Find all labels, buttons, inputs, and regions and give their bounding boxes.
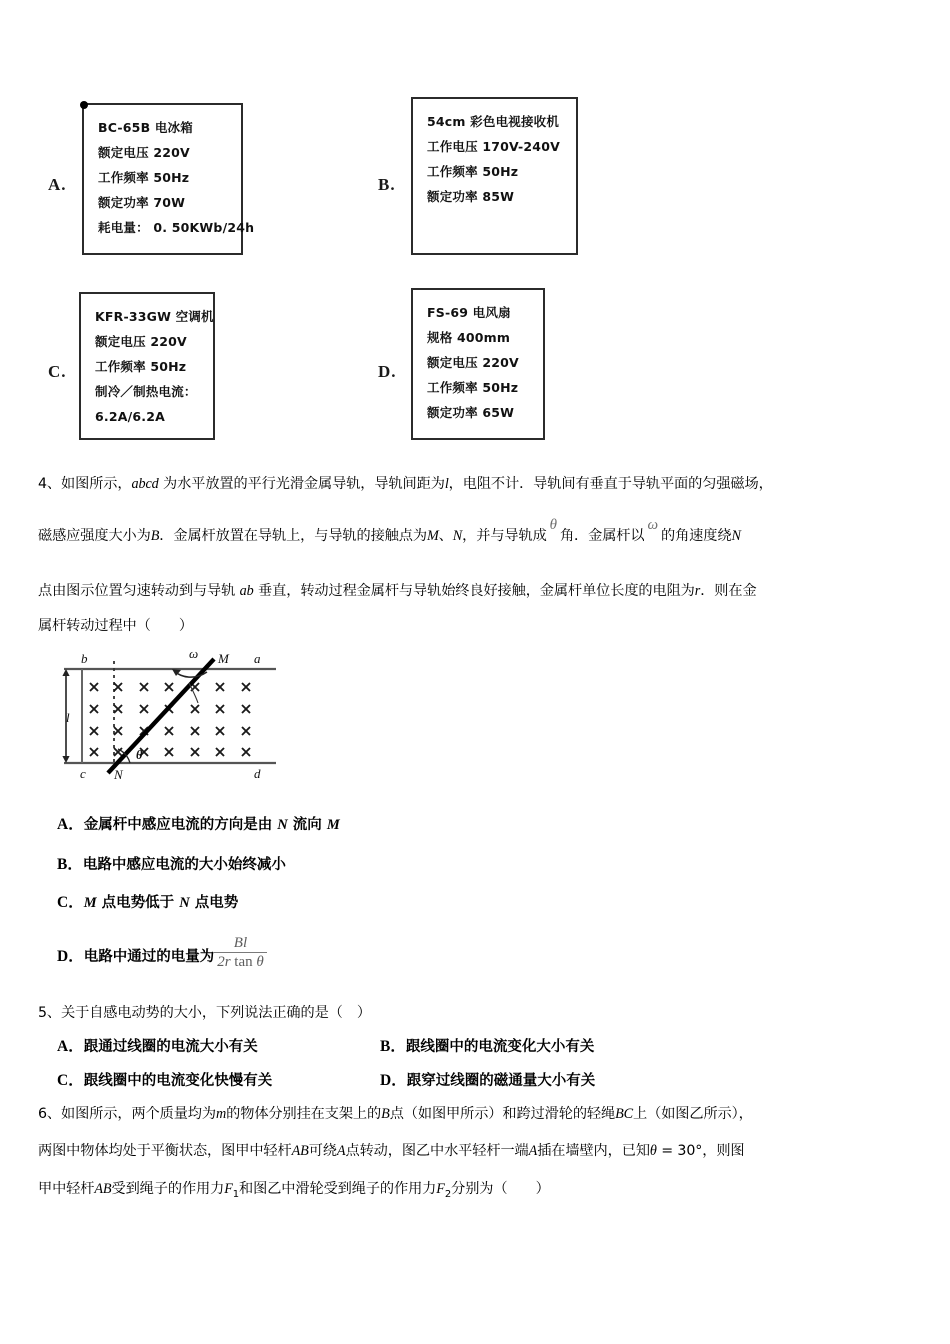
q5-choice-c[interactable] — [57, 1068, 272, 1090]
q6-l2-theta: θ — [649, 1143, 657, 1159]
q4-l2-part1: 磁感应强度大小为 — [38, 528, 151, 544]
q5-choice-c-letter: C． — [57, 1072, 84, 1089]
q6-l2-p3: 点转动，图乙中水平轻杆一端 — [345, 1143, 529, 1159]
q4-choice-a[interactable] — [57, 812, 340, 834]
q4-choice-d-letter: D． — [57, 948, 84, 966]
q4-l2-M: M — [426, 528, 439, 544]
spec-line: BC-65B 电冰箱 — [98, 120, 193, 135]
figure-label-a: a — [254, 651, 261, 666]
q4-choice-c-var2: N — [179, 895, 190, 911]
q4-l3-ab: ab — [239, 583, 254, 599]
q6-l2-A2: A — [528, 1143, 538, 1159]
q6-l3-p1: 甲中轻杆 — [38, 1181, 95, 1197]
q6-l1-B: B — [381, 1106, 390, 1122]
spec-line: 工作频率 50Hz — [95, 359, 187, 374]
q4-choice-c[interactable] — [57, 890, 238, 912]
option-d-letter: D. — [378, 362, 397, 381]
corner-dot-icon — [80, 101, 88, 109]
spec-line: FS-69 电风扇 — [427, 305, 511, 320]
fraction-numerator: Bl — [233, 935, 248, 951]
question4-line1 — [38, 473, 773, 493]
q6-l1-p1: 6、如图所示，两个质量均为 — [38, 1106, 216, 1122]
q6-l3-AB: AB — [94, 1181, 112, 1197]
spec-line: 额定功率 65W — [427, 405, 515, 420]
option-b-letter: B. — [378, 175, 396, 194]
q6-l3-p2: 受到绳子的作用力 — [111, 1181, 225, 1197]
question6-line2 — [38, 1140, 745, 1160]
q4-l2-B: B — [150, 528, 160, 544]
charge-formula-fraction — [214, 935, 267, 972]
q4-choice-c-letter: C． — [57, 894, 84, 911]
refrigerator-spec-list — [98, 115, 255, 240]
refrigerator-label-box — [82, 103, 255, 255]
q4-choice-b-letter: B． — [57, 856, 83, 873]
spec-line: 工作频率 50Hz — [98, 170, 190, 185]
q6-l3-p4: 分别为（ ） — [451, 1181, 550, 1197]
question6-line3 — [38, 1178, 550, 1200]
q6-l3-F1-sub: 1 — [232, 1188, 240, 1200]
q4-choice-a-text1: 金属杆中感应电流的方向是由 — [83, 817, 278, 833]
spec-line: 额定电压 220V — [98, 145, 190, 160]
q4-l2-theta: θ — [549, 517, 557, 533]
q4-l2-omega: ω — [647, 517, 658, 533]
q6-l3-p3: 和图乙中滑轮受到绳子的作用力 — [239, 1181, 437, 1197]
q4-choice-b-text: 电路中感应电流的大小始终减小 — [82, 857, 286, 873]
q4-l1-part1: 4、如图所示， — [38, 476, 132, 492]
q4-l2-N2: N — [731, 528, 741, 544]
q5-choice-b-text: 跟线圈中的电流变化大小有关 — [405, 1039, 595, 1055]
q6-l3-F2: F — [436, 1181, 445, 1197]
rail-magnetic-field-figure — [52, 645, 292, 785]
air-conditioner-label-box — [79, 292, 215, 440]
q4-choice-b[interactable] — [57, 852, 286, 874]
den-tan: tan — [230, 954, 257, 970]
q5-choice-d-letter: D． — [380, 1072, 407, 1089]
q4-l1-part3: ，电阻不计．导轨间有垂直于导轨平面的匀强磁场， — [448, 476, 773, 492]
q6-l3-F2-sub: 2 — [444, 1188, 452, 1200]
question6-line1 — [38, 1103, 753, 1123]
spec-line: 6.2A/6.2A — [95, 409, 166, 424]
q4-l3-r: r — [694, 583, 701, 599]
q6-l2-AB: AB — [291, 1143, 309, 1159]
spec-line: 额定电压 220V — [427, 355, 519, 370]
q4-choice-d[interactable] — [57, 935, 267, 975]
q5-choice-b-letter: B． — [380, 1038, 406, 1055]
question5-stem: 5、关于自感电动势的大小，下列说法正确的是（ ） — [38, 1005, 371, 1021]
spec-line: 工作频率 50Hz — [427, 380, 519, 395]
q6-l2-p5: ，则图 — [702, 1143, 745, 1159]
q4-choice-a-var1: N — [277, 817, 288, 833]
q4-l2-part3: 、 — [438, 528, 453, 544]
q4-choice-a-var2: M — [326, 817, 340, 833]
q4-choice-c-var1: M — [83, 895, 97, 911]
spec-line: 工作电压 170V-240V — [427, 139, 560, 154]
television-spec-list — [427, 109, 570, 209]
q4-choice-c-text2: 点电势 — [189, 895, 239, 911]
spec-line: 制冷／制热电流： — [95, 384, 197, 399]
q6-l2-p2: 可绕 — [308, 1143, 337, 1159]
q5-choice-b[interactable] — [380, 1034, 594, 1056]
spec-line: 54cm 彩色电视接收机 — [427, 114, 560, 129]
option-c-letter: C. — [48, 362, 67, 381]
air-conditioner-spec-list — [95, 304, 214, 429]
spec-line: 工作频率 50Hz — [427, 164, 519, 179]
q6-l2-A: A — [336, 1143, 346, 1159]
spec-line: 额定电压 220V — [95, 334, 187, 349]
q4-l1-abcd: abcd — [131, 476, 159, 492]
q6-l1-m: m — [215, 1106, 227, 1122]
q6-l1-BC: BC — [615, 1106, 634, 1122]
television-label-box — [411, 97, 578, 255]
figure-label-d: d — [254, 766, 261, 781]
q6-l2-p1: 两图中物体均处于平衡状态，图甲中轻杆 — [38, 1143, 292, 1159]
question4-line3 — [38, 580, 757, 600]
q5-choice-c-text: 跟线圈中的电流变化快慢有关 — [83, 1073, 273, 1089]
figure-label-omega: ω — [189, 646, 199, 661]
electric-fan-spec-list — [427, 300, 537, 425]
q4-l2-part5: 角．金属杆以 — [559, 528, 645, 544]
den-theta: θ — [256, 954, 264, 970]
question4-line4: 属杆转动过程中（ ） — [38, 618, 193, 634]
q4-l1-part2: 为水平放置的平行光滑金属导轨，导轨间距为 — [158, 476, 445, 492]
den-2r: 2r — [217, 954, 231, 970]
q4-l2-part4: ，并与导轨成 — [462, 528, 547, 544]
spec-line: 额定功率 85W — [427, 189, 515, 204]
spec-line: 规格 400mm — [427, 330, 511, 345]
q6-l3-F1: F — [224, 1181, 233, 1197]
spec-line: 耗电量： 0. 50KWb/24h — [98, 220, 255, 235]
electric-fan-label-box — [411, 288, 545, 440]
figure-label-c: c — [80, 766, 86, 781]
q4-choice-a-letter: A． — [57, 816, 84, 833]
q4-l1-l: l — [444, 476, 449, 492]
q6-l1-p3: 点（如图甲所示）和跨过滑轮的轻绳 — [389, 1106, 616, 1122]
q5-choice-a-letter: A． — [57, 1038, 84, 1055]
q4-l3-part3: ．则在金 — [700, 583, 757, 599]
q4-l2-part2: ．金属杆放置在导轨上，与导轨的接触点为 — [159, 528, 427, 544]
figure-label-b: b — [81, 651, 88, 666]
figure-label-M: M — [218, 651, 229, 666]
q5-choice-d[interactable] — [380, 1068, 595, 1090]
figure-label-N: N — [114, 767, 123, 782]
figure-label-theta: θ — [136, 748, 143, 762]
q6-l1-p2: 的物体分别挂在支架上的 — [226, 1106, 382, 1122]
q4-choice-c-text1: 点电势低于 — [96, 895, 180, 911]
q6-l2-p4: 插在墙壁内，已知 — [537, 1143, 650, 1159]
q6-l2-eq: = 30° — [656, 1143, 703, 1159]
fraction-denominator — [214, 953, 267, 972]
q4-choice-d-text: 电路中通过的电量为 — [83, 949, 215, 966]
q5-choice-d-text: 跟穿过线圈的磁通量大小有关 — [406, 1073, 596, 1089]
q4-l3-part2: 垂直，转动过程金属杆与导轨始终良好接触，金属杆单位长度的电阻为 — [253, 583, 695, 599]
q4-l2-part6: 的角速度绕 — [660, 528, 732, 544]
q6-l1-p4: 上（如图乙所示）， — [633, 1106, 753, 1122]
q5-choice-a-text: 跟通过线圈的电流大小有关 — [83, 1039, 258, 1055]
spec-line: KFR-33GW 空调机 — [95, 309, 214, 324]
option-a-letter: A. — [48, 175, 67, 194]
q4-l3-part1: 点由图示位置匀速转动到与导轨 — [38, 583, 240, 599]
q4-l2-N: N — [452, 528, 463, 544]
q5-choice-a[interactable] — [57, 1034, 258, 1056]
q4-choice-a-text2: 流向 — [287, 817, 327, 833]
figure-label-l: l — [66, 710, 70, 725]
spec-line: 额定功率 70W — [98, 195, 186, 210]
question4-line2 — [38, 517, 741, 545]
